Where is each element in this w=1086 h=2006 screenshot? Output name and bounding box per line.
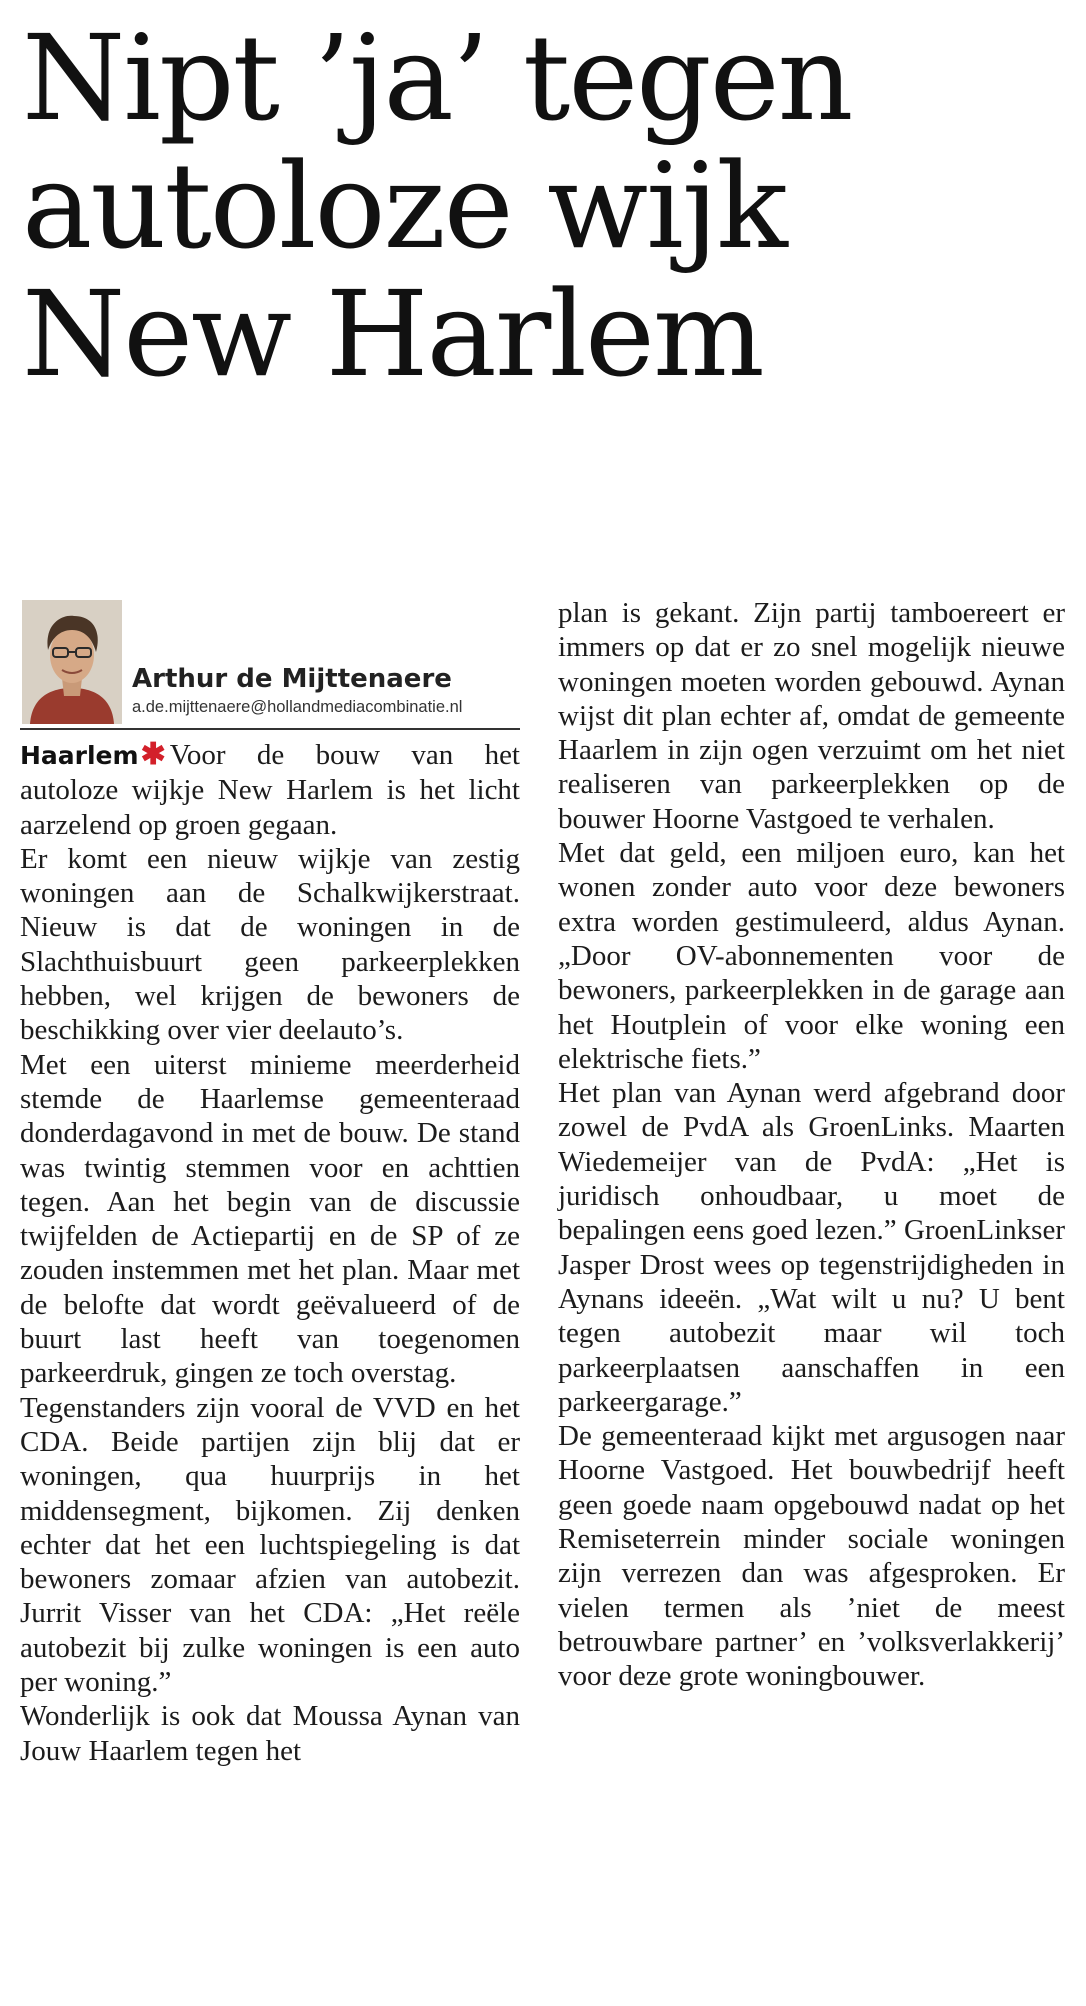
author-name: Arthur de Mijttenaere — [132, 664, 452, 694]
article-column-left — [20, 598, 520, 1768]
headline — [22, 9, 1072, 403]
intro-text: Voor de bouw van het autoloze wijkje New Harlem is het licht aarzelend op groen gegaan. — [20, 739, 520, 841]
body-paragraph: Tegenstanders zijn vooral de VVD en het CDA. Beide partijen zijn blij dat er woningen, qua huurprijs in het middensegment, bijkomen. Zij denken echter dat het een luchtspiegeling is dat bewoners zomaar afzien van autobezit. Jurrit Visser van het CDA: „Het reële autobezit bij zulke woningen is een auto per woning.” — [20, 1391, 520, 1699]
headline-line-1: Nipt ’ja’ tegen — [22, 9, 852, 147]
byline — [20, 598, 520, 730]
headline-line-3: New Harlem — [22, 265, 763, 403]
body-paragraph: Er komt een nieuw wijkje van zestig woningen aan de Schalkwijkerstraat. Nieuw is dat de woningen in de Slachthuisbuurt geen parkeerplekken hebben, wel krijgen de bewoners de beschikking over vier deelauto’s. — [20, 842, 520, 1047]
body-paragraph: Met dat geld, een miljoen euro, kan het wonen zonder auto voor deze bewoners extra worden gestimuleerd, aldus Aynan. „Door OV-abonnementen voor de bewoners, parkeerplekken in de garage aan het Houtplein of voor elke woning een elektrische fiets.” — [558, 837, 1065, 1075]
dateline-star-icon: ✱ — [140, 738, 166, 771]
headline-line-2: autoloze wijk — [22, 137, 786, 275]
dateline: Haarlem — [20, 741, 139, 770]
body-paragraph: plan is gekant. Zijn partij tamboereert er immers op dat er zo snel mogelijk nieuwe woningen moeten worden gebouwd. Aynan wijst dit plan echter af, omdat de gemeente Haarlem in zijn ogen verzuimt om het niet realiseren van parkeerplekken op de bouwer Hoorne Vastgoed te verhalen. — [558, 597, 1065, 835]
lead-paragraph — [20, 738, 520, 842]
body-paragraph: Het plan van Aynan werd afgebrand door zowel de PvdA als GroenLinks. Maarten Wiedemeijer van de PvdA: „Het is juridisch onhoudbaar, u moet de bepalingen eens goed lezen.” GroenLinkser Jasper Drost wees op tegenstrijdigheden in Aynans ideeën. „Wat wilt u nu? U bent tegen autobezit maar wil toch parkeerplaatsen aanschaffen in een parkeergarage.” — [558, 1077, 1065, 1418]
author-photo — [22, 600, 122, 724]
body-paragraph: Wonderlijk is ook dat Moussa Aynan van Jouw Haarlem tegen het — [20, 1700, 520, 1767]
author-portrait-icon — [22, 600, 122, 724]
author-email: a.de.mijttenaere@hollandmediacombinatie.nl — [132, 698, 463, 716]
body-paragraph: Met een uiterst minieme meerderheid stemde de Haarlemse gemeenteraad donderdagavond in met de bouw. De stand was twintig stemmen voor en achttien tegen. Aan het begin van de discussie twijfelden de Actiepartij en de SP of ze zouden instemmen met het plan. Maar met de belofte dat wordt geëvalueerd of de buurt last heeft van toegenomen parkeerdruk, gingen ze toch overstag. — [20, 1048, 520, 1390]
body-paragraph: De gemeenteraad kijkt met argusogen naar Hoorne Vastgoed. Het bouwbedrijf heeft geen goede naam opgebouwd nadat op het Remiseterrein minder sociale woningen zijn verrezen dan was afgesproken. Er vielen termen als ’niet de meest betrouwbare partner’ en ’volksverlakkerij’ voor deze grote woningbouwer. — [558, 1420, 1065, 1693]
article-column-right — [558, 596, 1065, 1694]
